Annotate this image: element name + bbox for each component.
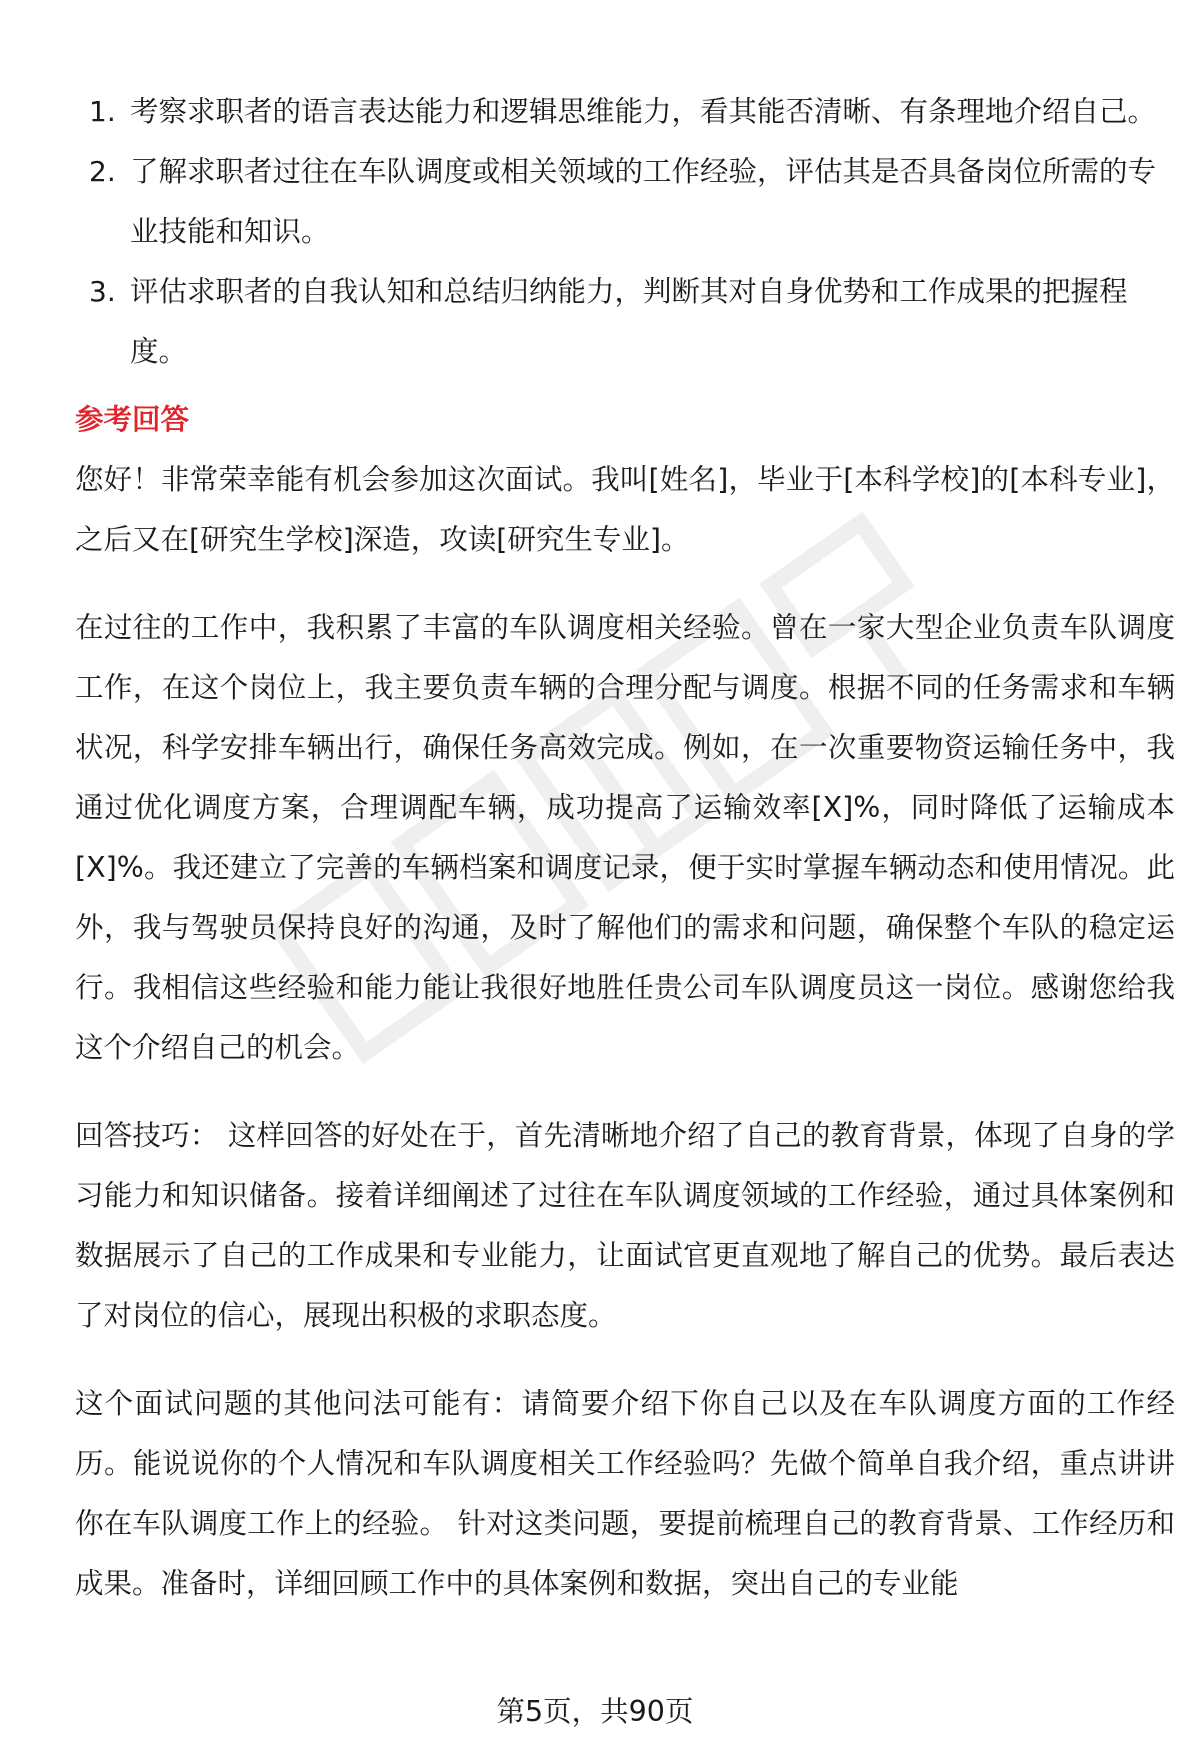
- list-item-number: 3.: [89, 275, 116, 308]
- list-item-number: 2.: [89, 155, 116, 188]
- list-item-text: 了解求职者过往在车队调度或相关领域的工作经验，评估其是否具备岗位所需的专业技能和知识。: [130, 155, 1157, 248]
- question-intent-list: [75, 82, 1175, 382]
- list-item-number: 1.: [89, 95, 116, 128]
- reference-answer-heading: 参考回答: [75, 403, 190, 436]
- list-item-text: 考察求职者的语言表达能力和逻辑思维能力，看其能否清晰、有条理地介绍自己。: [130, 95, 1157, 128]
- list-item: [75, 142, 1175, 262]
- document-body: [75, 82, 1175, 1614]
- list-item: [75, 262, 1175, 382]
- page-number-footer: 第5页，共90页: [496, 1695, 694, 1728]
- alternative-questions-paragraph: 这个面试问题的其他问法可能有：请简要介绍下你自己以及在车队调度方面的工作经历。能说说你的个人情况和车队调度相关工作经验吗？先做个简单自我介绍，重点讲讲你在车队调度工作上的经验。 针对这类问题，要提前梳理自己的教育背景、工作经历和成果。准备时，详细回顾工作中的具体案例和数据，突出自己的专业能: [75, 1387, 1175, 1600]
- experience-paragraph: 在过往的工作中，我积累了丰富的车队调度相关经验。曾在一家大型企业负责车队调度工作，在这个岗位上，我主要负责车辆的合理分配与调度。根据不同的任务需求和车辆状况，科学安排车辆出行，确保任务高效完成。例如，在一次重要物资运输任务中，我通过优化调度方案，合理调配车辆，成功提高了运输效率[X]%，同时降低了运输成本[X]%。我还建立了完善的车辆档案和调度记录，便于实时掌握车辆动态和使用情况。此外，我与驾驶员保持良好的沟通，及时了解他们的需求和问题，确保整个车队的稳定运行。我相信这些经验和能力能让我很好地胜任贵公司车队调度员这一岗位。感谢您给我这个介绍自己的机会。: [75, 611, 1175, 1064]
- list-item: [75, 82, 1175, 142]
- list-item-text: 评估求职者的自我认知和总结归纳能力，判断其对自身优势和工作成果的把握程度。: [130, 275, 1128, 368]
- answer-tips-paragraph: 回答技巧： 这样回答的好处在于，首先清晰地介绍了自己的教育背景，体现了自身的学习能力和知识储备。接着详细阐述了过往在车队调度领域的工作经验，通过具体案例和数据展示了自己的工作成果和专业能力，让面试官更直观地了解自己的优势。最后表达了对岗位的信心，展现出积极的求职态度。: [75, 1119, 1175, 1332]
- greeting-paragraph: 您好！非常荣幸能有机会参加这次面试。我叫[姓名]，毕业于[本科学校]的[本科专业]，之后又在[研究生学校]深造，攻读[研究生专业]。: [75, 463, 1175, 556]
